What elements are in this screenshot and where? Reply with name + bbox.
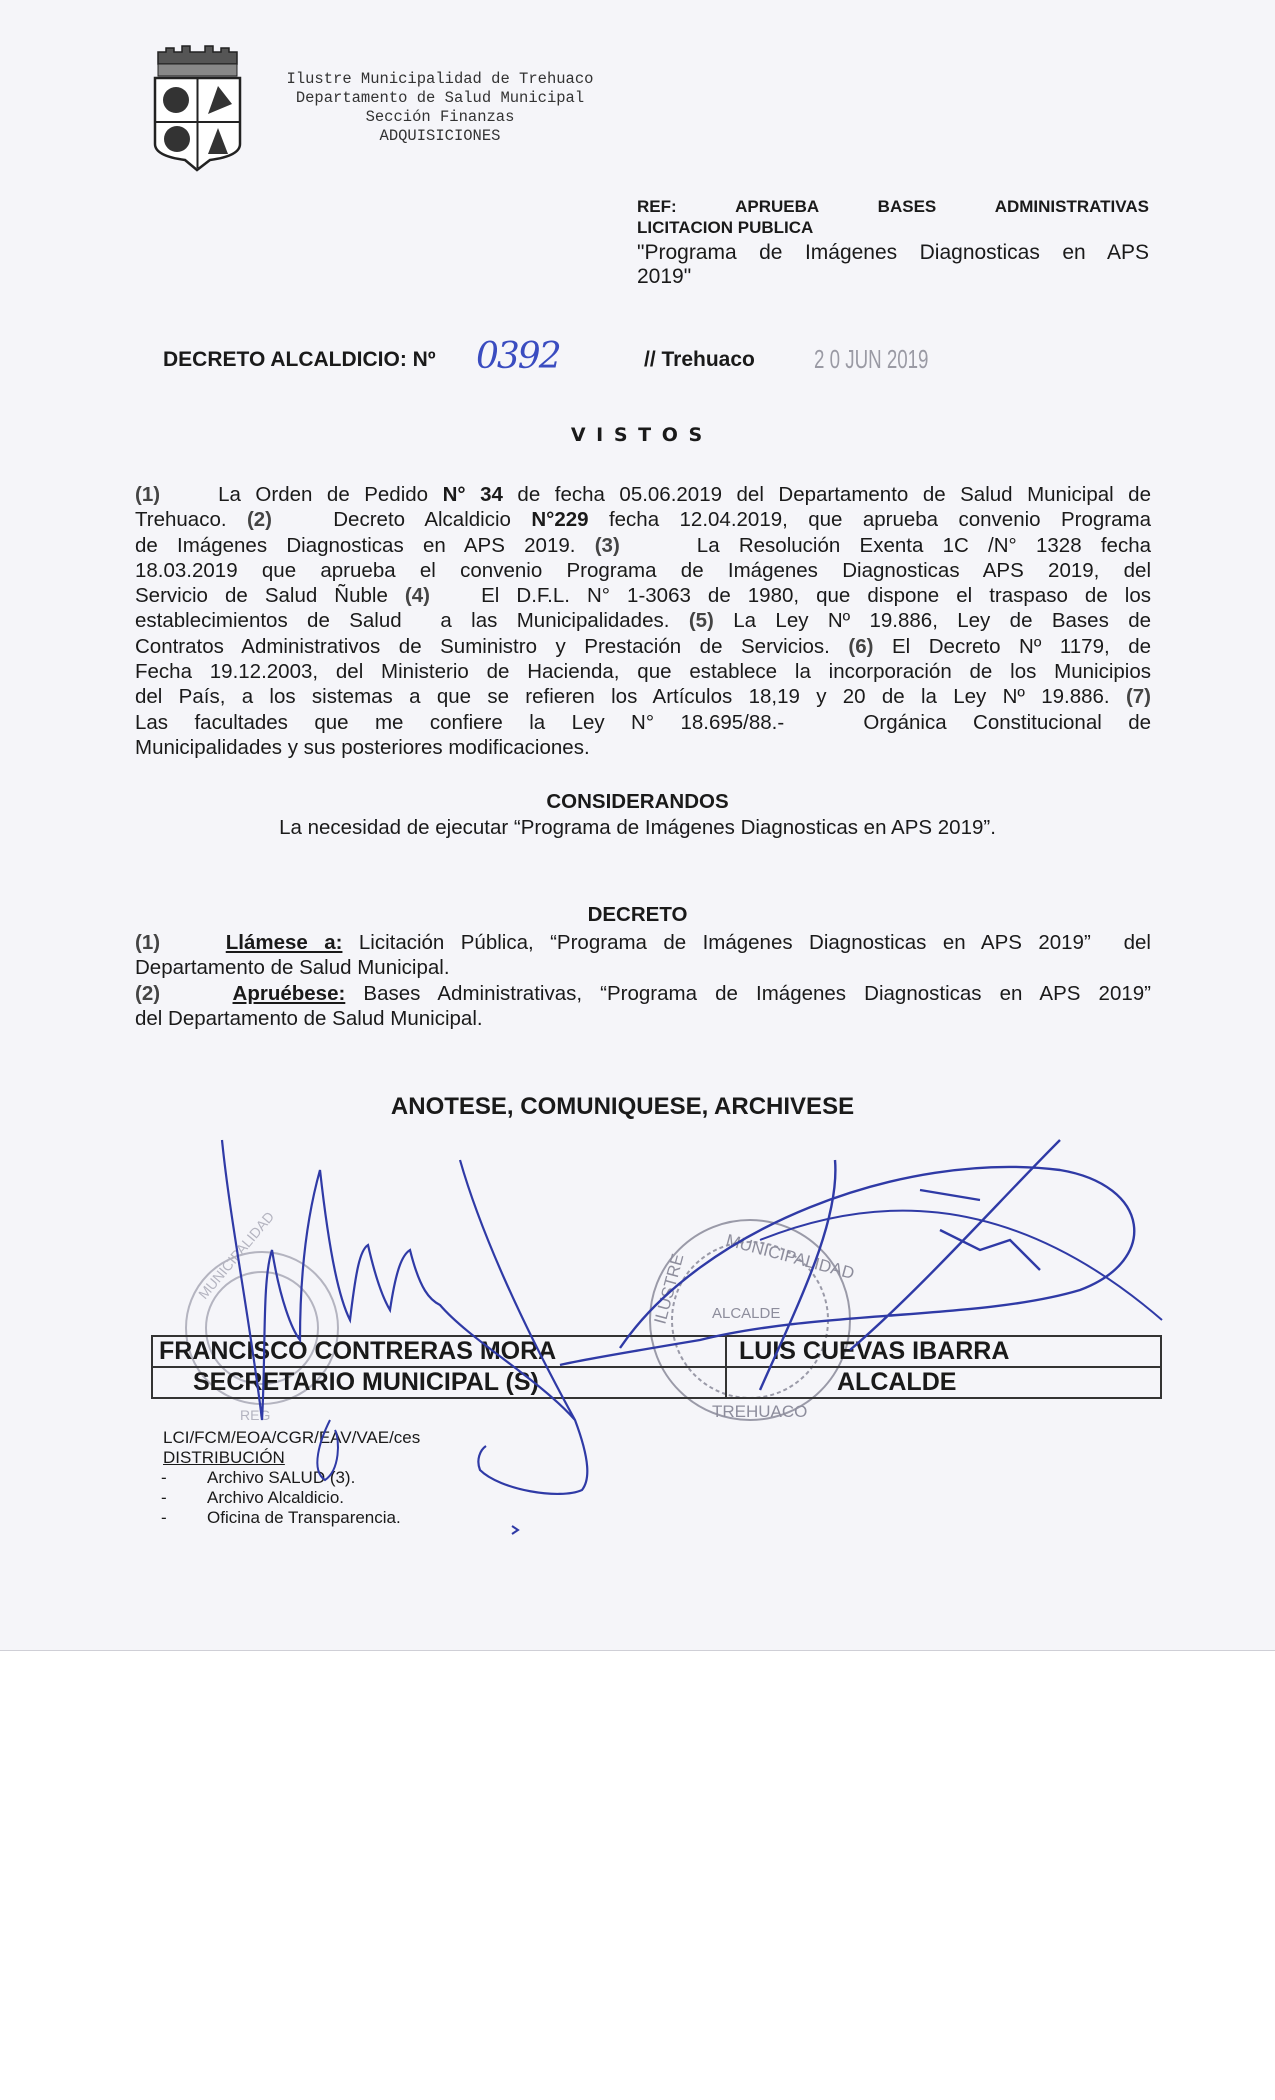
- text-line: [135, 583, 1151, 608]
- left-signatory-title: SECRETARIO MUNICIPAL (S): [152, 1367, 726, 1398]
- distribution-label: DISTRIBUCIÓN: [163, 1448, 285, 1467]
- coat-of-arms-logo: [150, 44, 245, 172]
- right-stamp-text: TREHUACO: [712, 1402, 808, 1421]
- text-segment: El D.F.L. N° 1-3063 de 1980, que dispone el traspaso de los: [429, 584, 1151, 608]
- place-label: // Trehuaco: [644, 348, 755, 371]
- left-stamp-text: MUNICIPALIDAD: [195, 1208, 278, 1302]
- ref-line: 2019": [637, 265, 692, 288]
- text-line: [135, 981, 1151, 1006]
- decree-number-handwritten: 0392: [476, 336, 560, 377]
- text-line: [135, 634, 1151, 659]
- vistos-paragraph: [135, 482, 1151, 760]
- distribution-item-text: Archivo SALUD (3).: [207, 1468, 356, 1487]
- text-line: [135, 558, 1151, 583]
- text-segment: La Ley Nº 19.886, Ley de Bases de: [713, 609, 1151, 633]
- text-line: [135, 1006, 1151, 1031]
- signature-table: [151, 1335, 1162, 1399]
- closing-formula: ANOTESE, COMUNIQUESE, ARCHIVESE: [390, 1093, 855, 1120]
- underlined-label: Apruébese:: [232, 981, 346, 1005]
- text-segment: Bases Administrativas, “Programa de Imágenes Diagnosticas en APS 2019”: [345, 981, 1151, 1005]
- text-segment: [160, 982, 232, 1005]
- bold-reference: N°229: [531, 508, 589, 532]
- item-number: (2): [135, 981, 161, 1005]
- text-segment: del Departamento de Salud Municipal.: [135, 1006, 483, 1030]
- text-line: [135, 930, 1151, 955]
- text-line: [135, 710, 1151, 735]
- text-segment: Trehuaco.: [135, 508, 247, 532]
- right-stamp-text: ALCALDE: [712, 1305, 781, 1322]
- text-segment: Servicio de Salud Ñuble: [135, 584, 405, 608]
- decreto-paragraph: [135, 930, 1151, 1031]
- text-segment: La Resolución Exenta 1C /N° 1328 fecha: [619, 533, 1152, 557]
- text-segment: de Imágenes Diagnosticas en APS 2019.: [135, 533, 595, 557]
- distribution-item: - Oficina de Transparencia.: [161, 1508, 401, 1527]
- text-segment: Contratos Administrativos de Suministro y Prestación de Servicios.: [135, 634, 849, 658]
- item-number: (1): [135, 483, 161, 506]
- text-line: [135, 659, 1151, 684]
- text-segment: [160, 931, 226, 954]
- distribution-list: [161, 1468, 401, 1528]
- right-stamp-text: MUNICIPALIDAD: [723, 1230, 857, 1284]
- text-line: [135, 533, 1151, 558]
- distribution-item: - Archivo Alcaldicio.: [161, 1488, 345, 1507]
- distribution-item: - Archivo SALUD (3).: [161, 1468, 356, 1487]
- text-segment: Fecha 19.12.2003, del Ministerio de Hacienda, que establece la incorporación de los Municipios: [135, 660, 1151, 684]
- text-segment: del País, a los sistemas a que se refieren los Artículos 18,19 y 20 de la Ley Nº 19.886.: [135, 685, 1126, 709]
- text-segment: establecimientos de Salud a las Municipalidades.: [135, 609, 689, 633]
- item-number: (1): [135, 931, 161, 954]
- item-number: (7): [1125, 685, 1151, 709]
- header-line: Departamento de Salud Municipal: [295, 89, 585, 107]
- right-signatory-name: LUIS CUEVAS IBARRA: [726, 1336, 1161, 1367]
- text-segment: El Decreto Nº 1179, de: [873, 634, 1151, 658]
- distribution-item-text: Oficina de Transparencia.: [207, 1508, 401, 1527]
- underlined-label: Llámese a:: [225, 931, 343, 954]
- text-segment: La Orden de Pedido: [160, 483, 443, 506]
- left-signatory-name: FRANCISCO CONTRERAS MORA: [152, 1336, 726, 1367]
- item-number: (5): [688, 609, 714, 633]
- text-line: [135, 507, 1151, 532]
- initials: LCI/FCM/EOA/CGR/EAV/VAE/ces: [163, 1428, 421, 1447]
- item-number: (2): [246, 508, 273, 532]
- header-line: ADQUISICIONES: [379, 127, 501, 145]
- item-number: (4): [404, 584, 430, 608]
- text-segment: Decreto Alcaldicio: [272, 508, 532, 532]
- text-line: [135, 482, 1151, 507]
- decree-number-label: DECRETO ALCALDICIO: Nº: [163, 348, 436, 371]
- date-stamp: 2 0 JUN 2019: [814, 344, 929, 374]
- ref-word: APRUEBA: [735, 197, 820, 216]
- text-line: [135, 955, 1151, 980]
- ref-word: ADMINISTRATIVAS: [994, 197, 1149, 216]
- right-stamp-text: ILUSTRE: [650, 1251, 688, 1327]
- considerandos-text: La necesidad de ejecutar “Programa de Imágenes Diagnosticas en APS 2019”.: [279, 816, 996, 839]
- text-line: [135, 608, 1151, 633]
- text-segment: Departamento de Salud Municipal.: [135, 956, 450, 980]
- text-segment: Las facultades que me confiere la Ley N° 18.695/88.- Orgánica Constitucional de: [135, 710, 1151, 734]
- text-segment: Municipalidades y sus posteriores modificaciones.: [135, 735, 590, 759]
- text-segment: de fecha 05.06.2019 del Departamento de Salud Municipal de: [502, 483, 1151, 506]
- considerandos-heading: CONSIDERANDOS: [546, 790, 729, 813]
- text-line: [135, 684, 1151, 709]
- ref-word: REF:: [637, 197, 677, 216]
- header-line: Sección Finanzas: [365, 108, 515, 126]
- bold-reference: N° 34: [442, 483, 503, 506]
- distribution-item-text: Archivo Alcaldicio.: [207, 1488, 345, 1507]
- ref-line: "Programa de Imágenes Diagnosticas en APS: [637, 241, 1149, 264]
- vistos-heading: V I S T O S: [570, 424, 705, 446]
- text-segment: Licitación Pública, “Programa de Imágenes Diagnosticas en APS 2019” del: [342, 931, 1151, 954]
- institution-header: [265, 70, 615, 146]
- ref-line: LICITACION PUBLICA: [637, 218, 814, 237]
- right-signatory-title: ALCALDE: [726, 1367, 1161, 1398]
- item-number: (6): [848, 634, 874, 658]
- item-number: (3): [594, 533, 620, 557]
- left-stamp-text: REG: [240, 1407, 271, 1423]
- ref-word: BASES: [877, 197, 937, 216]
- text-line: [135, 735, 1151, 760]
- header-line: Ilustre Municipalidad de Trehuaco: [286, 70, 594, 88]
- reference-block: [637, 196, 1149, 289]
- text-segment: 18.03.2019 que aprueba el convenio Programa de Imágenes Diagnosticas APS 2019, del: [135, 558, 1151, 582]
- decreto-heading: DECRETO: [587, 903, 688, 926]
- text-segment: fecha 12.04.2019, que aprueba convenio Programa: [588, 508, 1151, 532]
